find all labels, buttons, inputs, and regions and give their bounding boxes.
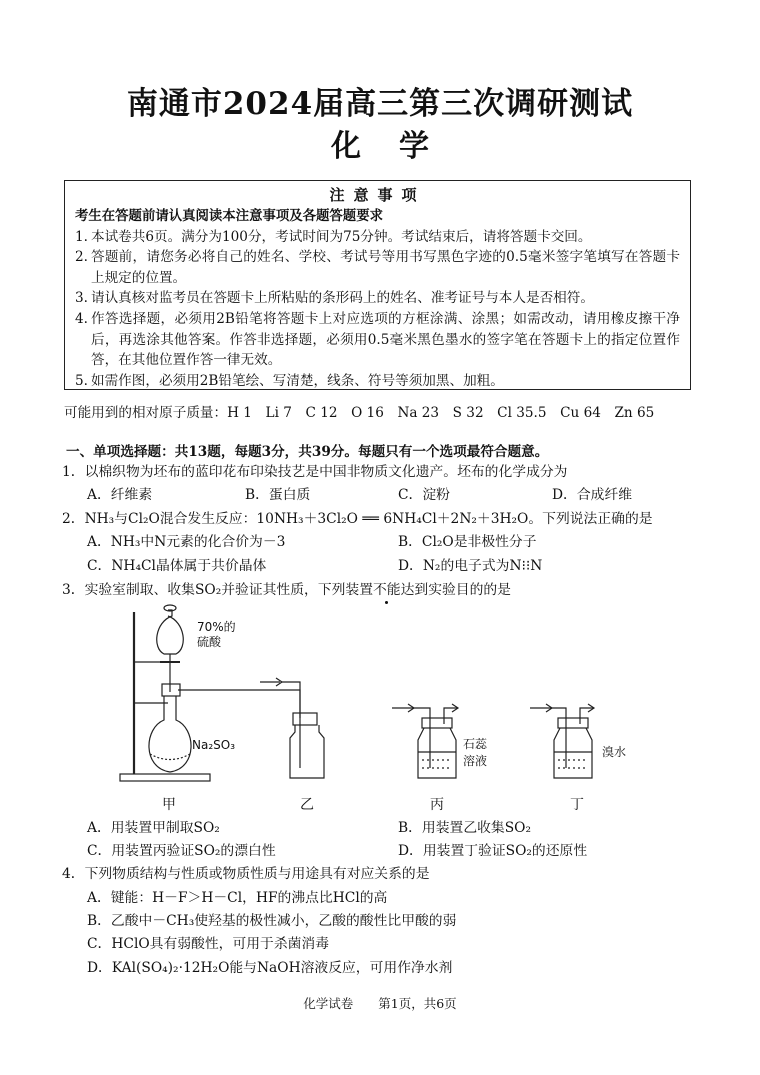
q4-option-d: D．KAl(SO₄)₂·12H₂O能与NaOH溶液反应，可用作净水剂	[87, 960, 453, 976]
section-heading: 一、单项选择题：共13题，每题3分，共39分。每题只有一个选项最符合题意。	[66, 444, 549, 460]
q1-option-b: B．蛋白质	[245, 487, 311, 503]
notice-heading: 注意事项	[329, 186, 426, 204]
q1-option-d: D．合成纤维	[552, 487, 633, 503]
gas-washing-bottle	[418, 728, 456, 778]
notice-item-text: 如需作图，必须用2B铅笔绘、写清楚，线条、符号等须加黑、加粗。	[91, 372, 504, 389]
q3-stem	[62, 580, 511, 600]
q3-option-d: D．用装置丁验证SO₂的还原性	[398, 843, 588, 859]
notice-item-number: 2.	[75, 249, 88, 266]
q2-number: 2．	[62, 511, 85, 527]
q2-stem-text: NH₃与Cl₂O混合发生反应：10NH₃＋3Cl₂O ══ 6NH₄Cl＋2N₂＋3H₂O。下列说法正确的是	[84, 511, 653, 527]
notice-item	[75, 371, 680, 392]
solid-sodium-sulfite	[150, 754, 190, 760]
acid-label-2: 硫酸	[197, 635, 222, 649]
apparatus-name-jia: 甲	[162, 797, 176, 813]
notice-item	[75, 227, 680, 248]
notice-box	[64, 180, 691, 390]
acid-label-1: 70%的	[197, 620, 236, 634]
separatory-funnel	[157, 610, 184, 654]
flask-stopper	[162, 684, 180, 696]
gas-washing-bottle	[554, 728, 592, 778]
notice-item-text: 本试卷共6页。满分为100分，考试时间为75分钟。考试结束后，请将答题卡交回。	[91, 228, 592, 245]
notice-item-number: 1.	[75, 228, 88, 245]
bottle-stopper	[558, 718, 588, 728]
q1-option-a: A．纤维素	[87, 487, 153, 503]
apparatus-yi	[260, 678, 324, 778]
solid-label: Na₂SO₃	[192, 738, 236, 752]
notice-item-text: 答题前，请您务必将自己的姓名、学校、考试号等用书写黑色字迹的0.5毫米签字笔填写在答题卡上规定的位置。	[91, 249, 680, 286]
q1-option-c: C．淀粉	[398, 487, 450, 503]
litmus-label-2: 溶液	[463, 754, 488, 768]
inlet-tube	[414, 708, 430, 768]
atomic-masses: 可能用到的相对原子质量：H 1 Li 7 C 12 O 16 Na 23 S 32 Cl 35.5 Cu 64 Zn 65	[64, 405, 655, 421]
q3-option-b: B．用装置乙收集SO₂	[398, 820, 532, 836]
notice-item-number: 5.	[75, 372, 88, 389]
notice-item-text: 请认真核对监考员在答题卡上所粘贴的条形码上的姓名、准考证号与本人是否相符。	[91, 290, 594, 307]
notice-item	[75, 247, 680, 288]
apparatus-name-ding: 丁	[570, 797, 584, 813]
q3-option-a: A．用装置甲制取SO₂	[87, 820, 220, 836]
notice-item-text: 作答选择题，必须用2B铅笔将答题卡上对应选项的方框涂满、涂黑；如需改动，请用橡皮擦干净后，再选涂其他答案。作答非选择题，必须用0.5毫米黑色墨水的签字笔在答题卡上的指定位置作答，在其他位置作答一律无效。	[91, 310, 680, 369]
q2-stem	[62, 509, 653, 529]
q4-option-c: C．HClO具有弱酸性，可用于杀菌消毒	[87, 936, 330, 952]
q3-stem-start: 3．实验室制取、收集SO₂并验证其性质，下列装置	[62, 582, 374, 598]
subject-title: 化学	[331, 129, 467, 164]
q4-option-a: A．键能：H－F＞H－Cl，HF的沸点比HCl的高	[87, 890, 388, 906]
apparatus-name-yi: 乙	[300, 797, 314, 813]
delivery-tube	[178, 690, 300, 718]
q2-option-d: D．N₂的电子式为N⁝⁝N	[398, 558, 543, 574]
apparatus-name-bing: 丙	[430, 797, 444, 813]
notice-requirement: 考生在答题前请认真阅读本注意事项及各题答题要求	[75, 208, 383, 224]
notice-item-number: 4.	[75, 310, 88, 327]
bottle-stopper	[293, 713, 317, 725]
outlet-tube	[444, 708, 458, 724]
notice-item	[75, 288, 680, 309]
apparatus-bing	[392, 704, 458, 778]
q1-stem: 1．以棉织物为坯布的蓝印花布印染技艺是中国非物质文化遗产。坯布的化学成分为	[62, 464, 568, 480]
q4-stem: 4．下列物质结构与性质或物质性质与用途具有对应关系的是	[62, 866, 430, 882]
round-flask	[149, 696, 191, 772]
outlet-tube	[580, 708, 594, 724]
q2-option-a: A．NH₃中N元素的化合价为－3	[87, 534, 286, 550]
bromine-label: 溴水	[602, 745, 627, 759]
notice-item	[75, 309, 680, 371]
apparatus-ding	[530, 704, 594, 778]
exam-title: 南通市2024届高三第三次调研测试	[126, 86, 634, 122]
q2-option-c: C．NH₄Cl晶体属于共价晶体	[87, 558, 267, 574]
stand-base	[120, 774, 210, 781]
bottle-stopper	[422, 718, 452, 728]
q3-stem-emphasis: 不能	[373, 582, 401, 598]
notice-item-number: 3.	[75, 290, 88, 307]
q3-option-c: C．用装置丙验证SO₂的漂白性	[87, 843, 276, 859]
litmus-label-1: 石蕊	[463, 737, 488, 751]
page-footer: 化学试卷 第1页，共6页	[303, 996, 457, 1011]
q3-stem-end: 达到实验目的的是	[400, 582, 511, 598]
q2-option-b: B．Cl₂O是非极性分子	[398, 534, 537, 550]
apparatus-figure	[100, 600, 640, 790]
gas-bottle	[290, 725, 324, 778]
q4-option-b: B．乙酸中－CH₃使羟基的极性减小，乙酸的酸性比甲酸的弱	[87, 913, 457, 929]
